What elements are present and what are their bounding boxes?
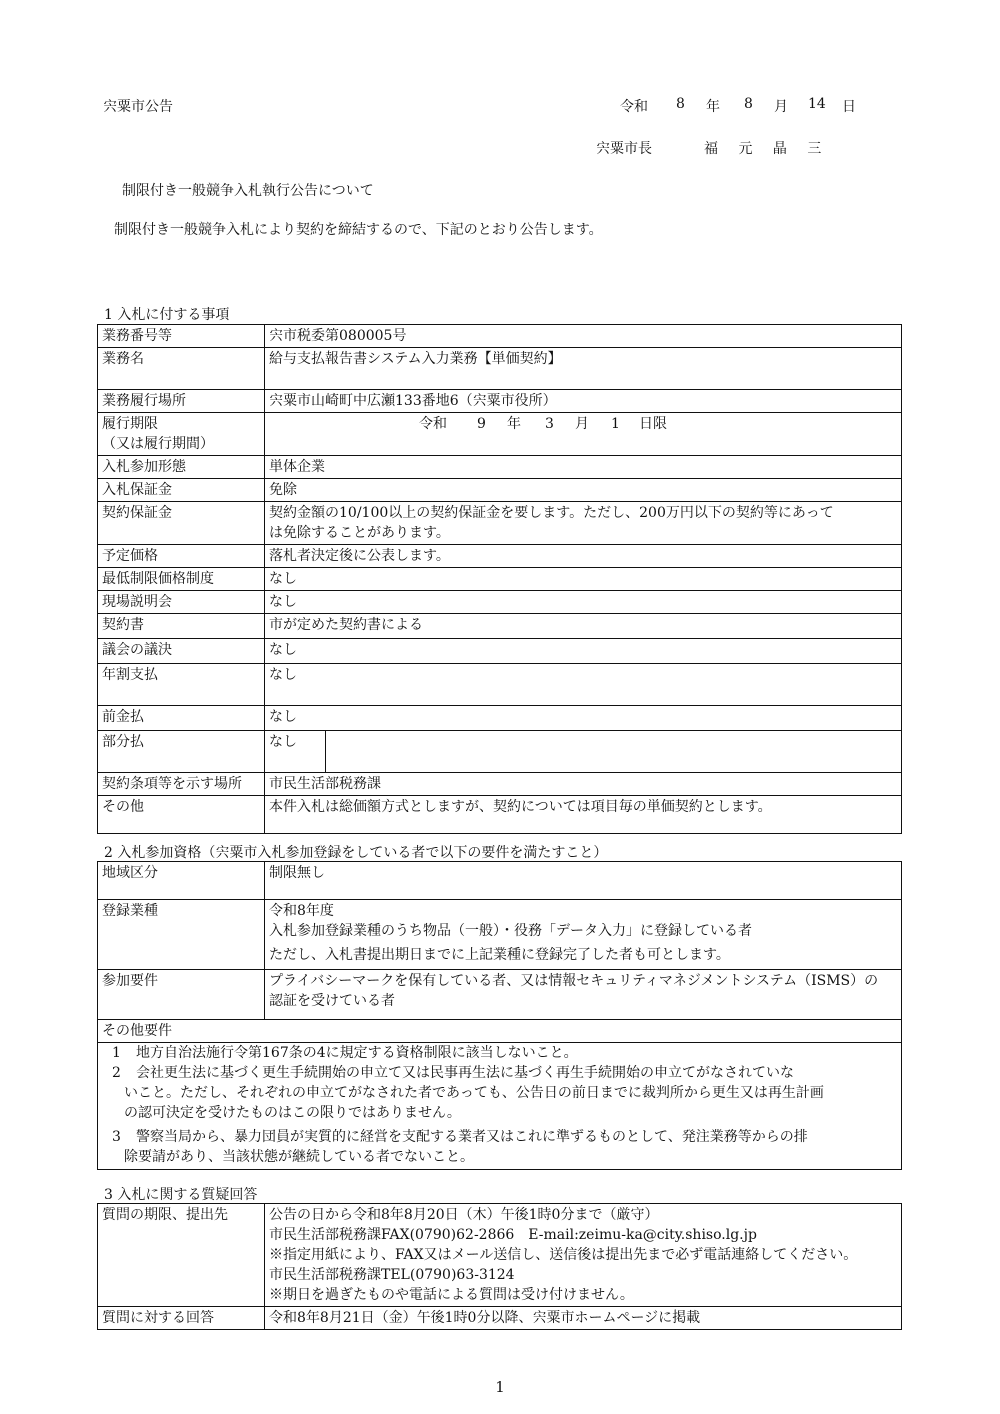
row-value: なし (265, 639, 902, 664)
question-value (265, 1204, 902, 1307)
date-month: 8 (744, 96, 753, 112)
category-label: 登録業種 (98, 900, 265, 970)
row-value (265, 502, 902, 545)
table-row (98, 1043, 902, 1170)
row-value (265, 413, 902, 456)
table-row (98, 900, 902, 970)
table-row (98, 639, 902, 664)
category-line: 令和8年度 (269, 903, 334, 919)
section3-heading: 3 入札に関する質疑回答 (104, 1187, 258, 1203)
mayor-title: 宍粟市長 (596, 141, 652, 157)
date-year: 8 (676, 96, 685, 112)
row-value: 給与支払報告書システム入力業務【単価契約】 (265, 348, 902, 390)
row-value: 本件入札は総価額方式としますが、契約については項目毎の単価契約とします。 (265, 796, 902, 834)
row-value: なし (265, 591, 902, 614)
section3-table (97, 1203, 902, 1330)
deposit-line1: 契約金額の10/100以上の契約保証金を要します。ただし、200万円以下の契約等にあって (269, 505, 834, 521)
table-row (98, 970, 902, 1020)
question-line: ※指定用紙により、FAX又はメール送信し、送信後は提出先まで必ず電話連絡してください。 (269, 1247, 858, 1263)
period-label-alt: （又は履行期間） (102, 436, 214, 452)
row-value: なし (265, 568, 902, 591)
row-label: 契約書 (98, 614, 265, 639)
period-date (269, 414, 897, 434)
requirement-item (102, 1063, 897, 1123)
answer-value: 令和8年8月21日（金）午後1時0分以降、宍粟市ホームページに掲載 (265, 1307, 902, 1330)
deposit-line2: は免除することがあります。 (269, 525, 450, 541)
mayor-signature (596, 138, 856, 158)
row-value: 市民生活部税務課 (265, 773, 902, 796)
mayor-name: 福 元 晶 三 (704, 141, 830, 157)
table-row (98, 591, 902, 614)
region-value: 制限無し (265, 862, 902, 900)
other-requirements (98, 1043, 902, 1170)
category-line: 入札参加登録業種のうち物品（一般）・役務「データ入力」に登録している者 (269, 923, 752, 939)
period-era: 令和 (419, 416, 447, 432)
period-label: 履行期限 (102, 416, 158, 432)
row-label: 現場説明会 (98, 591, 265, 614)
period-month: 3 (545, 416, 554, 432)
row-label: 契約条項等を示す場所 (98, 773, 265, 796)
notice-title: 制限付き一般競争入札執行公告について (122, 183, 374, 199)
table-row (98, 479, 902, 502)
table-row (98, 614, 902, 639)
row-value: 宍市税委第080005号 (265, 325, 902, 348)
period-day-unit: 日限 (639, 416, 667, 432)
table-row (98, 862, 902, 900)
table-row (98, 456, 902, 479)
date-era: 令和 (620, 99, 648, 115)
row-value: 市が定めた契約書による (265, 614, 902, 639)
table-row (98, 545, 902, 568)
question-line: ※期日を過ぎたものや電話による質問は受け付けません。 (269, 1287, 634, 1303)
item-number: 3 (112, 1129, 121, 1145)
date-day-unit: 日 (842, 99, 856, 115)
row-value: なし (265, 664, 902, 706)
question-line: 市民生活部税務課FAX(0790)62-2866 E-mail:zeimu-ka@city.shiso.lg.jp (269, 1227, 757, 1243)
requirement-line: プライバシーマークを保有している者、又は情報セキュリティマネジメントシステム（ISMS）の (269, 973, 879, 989)
requirement-line: 認証を受けている者 (269, 993, 395, 1009)
inner-divider (325, 731, 326, 772)
other-label: その他要件 (98, 1020, 902, 1043)
requirement-label: 参加要件 (98, 970, 265, 1020)
requirement-value (265, 970, 902, 1020)
table-row (98, 325, 902, 348)
item-number: 1 (112, 1045, 121, 1061)
period-day: 1 (611, 416, 620, 432)
item-text: の認可決定を受けたものはこの限りではありません。 (124, 1105, 461, 1121)
row-label: 契約保証金 (98, 502, 265, 545)
section1-table (97, 324, 902, 834)
table-row (98, 796, 902, 834)
row-label (98, 413, 265, 456)
row-label: その他 (98, 796, 265, 834)
row-label: 入札保証金 (98, 479, 265, 502)
table-row (98, 348, 902, 390)
date-day: 14 (808, 96, 826, 112)
period-year-unit: 年 (507, 416, 521, 432)
partial-payment-value: なし (269, 734, 297, 750)
row-label: 年割支払 (98, 664, 265, 706)
item-text: 会社更生法に基づく更生手続開始の申立て又は民事再生法に基づく再生手続開始の申立てがなされていな (136, 1065, 794, 1081)
period-month-unit: 月 (575, 416, 589, 432)
row-label: 業務履行場所 (98, 390, 265, 413)
region-label: 地域区分 (98, 862, 265, 900)
table-row (98, 1020, 902, 1043)
table-row (98, 731, 902, 773)
row-label: 最低制限価格制度 (98, 568, 265, 591)
row-label: 業務番号等 (98, 325, 265, 348)
date-year-unit: 年 (706, 99, 720, 115)
section1-heading: 1 入札に付する事項 (104, 307, 230, 323)
row-value: なし (265, 706, 902, 731)
item-text: 地方自治法施行令第167条の4に規定する資格制限に該当しないこと。 (136, 1045, 578, 1061)
table-row (98, 664, 902, 706)
row-label: 前金払 (98, 706, 265, 731)
section2-table (97, 861, 902, 1170)
table-row (98, 568, 902, 591)
period-year: 9 (477, 416, 486, 432)
row-label: 議会の議決 (98, 639, 265, 664)
item-text: 警察当局から、暴力団員が実質的に経営を支配する業者又はこれに準ずるものとして、発注業務等からの排 (136, 1129, 808, 1145)
publisher: 宍粟市公告 (103, 99, 173, 115)
table-row (98, 502, 902, 545)
notice-date (620, 96, 880, 116)
row-value: 単体企業 (265, 456, 902, 479)
category-line: ただし、入札書提出期日までに上記業種に登録完了した者も可とします。 (269, 947, 730, 963)
requirement-item (102, 1043, 897, 1063)
question-line: 公告の日から令和8年8月20日（木）午後1時0分まで（厳守） (269, 1207, 659, 1223)
row-label: 業務名 (98, 348, 265, 390)
row-value: 免除 (265, 479, 902, 502)
page-number: 1 (495, 1378, 505, 1396)
notice-intro: 制限付き一般競争入札により契約を締結するので、下記のとおり公告します。 (114, 222, 603, 238)
question-label: 質問の期限、提出先 (98, 1204, 265, 1307)
question-line: 市民生活部税務課TEL(0790)63-3124 (269, 1267, 515, 1283)
item-text: いこと。ただし、それぞれの申立てがなされた者であっても、公告日の前日までに裁判所から更生又は再生計画 (124, 1085, 824, 1101)
row-value: 落札者決定後に公表します。 (265, 545, 902, 568)
section2-heading: 2 入札参加資格（宍粟市入札参加登録をしている者で以下の要件を満たすこと） (104, 845, 608, 861)
table-row (98, 773, 902, 796)
table-row (98, 390, 902, 413)
row-value: 宍粟市山崎町中広瀬133番地6（宍粟市役所） (265, 390, 902, 413)
row-label: 入札参加形態 (98, 456, 265, 479)
table-row (98, 706, 902, 731)
date-month-unit: 月 (774, 99, 788, 115)
row-label: 部分払 (98, 731, 265, 773)
category-value (265, 900, 902, 970)
requirement-item (102, 1127, 897, 1167)
item-number: 2 (112, 1065, 121, 1081)
row-label: 予定価格 (98, 545, 265, 568)
item-text: 除要請があり、当該状態が継続している者でないこと。 (124, 1149, 474, 1165)
table-row (98, 1307, 902, 1330)
answer-label: 質問に対する回答 (98, 1307, 265, 1330)
table-row (98, 1204, 902, 1307)
row-value (265, 731, 902, 773)
table-row (98, 413, 902, 456)
